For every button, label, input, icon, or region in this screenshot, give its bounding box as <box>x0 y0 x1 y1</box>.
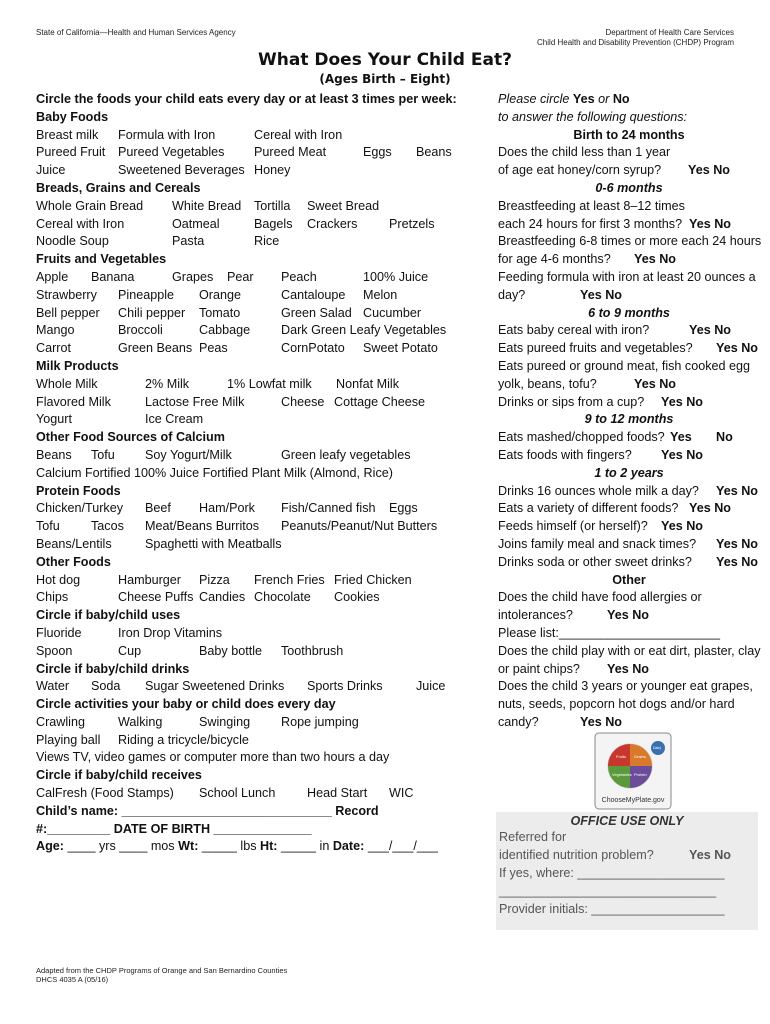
question-row: for age 4-6 months? Yes No <box>498 251 760 269</box>
food-row <box>36 162 476 180</box>
food-row <box>36 144 476 162</box>
section-activities: Circle activities your baby or child does every day <box>36 697 336 712</box>
food-item[interactable]: 1% Lowfat milk <box>227 376 312 391</box>
program-item[interactable]: School Lunch <box>199 786 276 801</box>
food-item[interactable]: Tacos <box>91 519 124 534</box>
food-item[interactable]: Tortilla <box>254 198 291 213</box>
food-row <box>36 411 476 429</box>
question-row: of age eat honey/corn syrup? Yes No <box>498 162 760 180</box>
section-milk: Milk Products <box>36 358 119 373</box>
question-text: Feeding formula with iron at least 20 ounces a <box>498 269 756 284</box>
food-item[interactable]: Green Salad <box>281 305 352 320</box>
food-item[interactable]: Strawberry <box>36 287 97 302</box>
food-item[interactable]: Pureed Vegetables <box>118 145 225 160</box>
food-item[interactable]: Cottage Cheese <box>334 394 426 409</box>
food-item[interactable]: Dark Green Leafy Vegetables <box>281 323 447 338</box>
questionnaire-intro-2: to answer the following questions: <box>498 109 688 124</box>
header-department-line2: Child Health and Disability Prevention (CHDP) Program <box>537 38 734 47</box>
food-item[interactable]: Chili pepper <box>118 305 186 320</box>
food-item[interactable]: Tomato <box>199 305 241 320</box>
food-item[interactable]: Mango <box>36 323 75 338</box>
question-row: candy? Yes No <box>498 714 760 732</box>
food-item[interactable]: Fluoride <box>36 625 82 640</box>
section-6-9: 6 to 9 months <box>588 305 670 320</box>
svg-text:Fruits: Fruits <box>616 754 626 759</box>
yes-no-choice[interactable]: Yes No <box>661 519 703 534</box>
food-item[interactable]: 100% Juice <box>363 269 429 284</box>
food-item[interactable]: Juice <box>36 163 66 178</box>
header-department-line1: Department of Health Care Services <box>605 28 734 37</box>
question-row: Eats pureed fruits and vegetables? Yes No <box>498 340 760 358</box>
food-row <box>36 269 476 287</box>
food-item[interactable]: Chocolate <box>254 590 311 605</box>
weight-label: Wt: <box>178 839 199 854</box>
height-field[interactable]: _____ in <box>281 839 330 854</box>
food-row <box>36 305 476 323</box>
question-text: Breastfeeding 6-8 times or more each 24 hours <box>498 234 762 249</box>
question-row: Feeds himself (or herself)? Yes No <box>498 518 760 536</box>
food-item[interactable]: Cabbage <box>199 323 251 338</box>
food-item[interactable]: Pureed Meat <box>254 145 327 160</box>
food-item[interactable]: Sports Drinks <box>307 679 383 694</box>
svg-text:Grains: Grains <box>634 754 646 759</box>
question-text: Does the child play with or eat dirt, plaster, clay <box>498 643 761 658</box>
food-item[interactable]: Yogurt <box>36 412 72 427</box>
yes-no-choice[interactable]: Yes No <box>689 216 731 231</box>
food-row <box>36 287 476 305</box>
yes-choice[interactable]: Yes <box>670 430 692 445</box>
food-item[interactable]: Beans <box>416 145 452 160</box>
instruction: Circle the foods your child eats every day or at least 3 times per week: <box>36 92 457 106</box>
food-item[interactable]: Apple <box>36 269 69 284</box>
food-row <box>36 625 476 643</box>
food-row <box>36 518 476 536</box>
activity-item[interactable]: Playing ball <box>36 732 101 747</box>
food-item[interactable]: Noodle Soup <box>36 234 109 249</box>
food-row <box>36 589 476 607</box>
food-item[interactable]: Sweet Potato <box>363 341 438 356</box>
food-row <box>36 785 476 803</box>
food-item[interactable]: CornPotato <box>281 341 345 356</box>
food-item[interactable]: Iron Drop Vitamins <box>118 625 223 640</box>
question-row: day? Yes No <box>498 287 760 305</box>
food-item[interactable]: Fish/Canned fish <box>281 501 376 516</box>
section-breads: Breads, Grains and Cereals <box>36 180 201 195</box>
food-item[interactable]: Crackers <box>307 216 358 231</box>
food-row <box>36 198 476 216</box>
program-item[interactable]: WIC <box>389 786 414 801</box>
myplate-icon <box>594 732 672 810</box>
date-label: Date: <box>332 839 365 854</box>
question-row: intolerances? Yes No <box>498 607 760 625</box>
age-label: Age: <box>36 839 64 854</box>
yes-no-choice[interactable]: Yes No <box>580 287 622 302</box>
food-item[interactable]: Tofu <box>91 447 115 462</box>
section-drinks: Circle if baby/child drinks <box>36 661 190 676</box>
question-row: or paint chips? Yes No <box>498 661 760 679</box>
food-row <box>36 465 476 483</box>
food-item[interactable]: Hamburger <box>118 572 181 587</box>
activity-item[interactable]: Walking <box>118 714 163 729</box>
food-item[interactable]: Cereal with Iron <box>36 216 125 231</box>
food-row <box>36 447 476 465</box>
food-item[interactable]: Cucumber <box>363 305 422 320</box>
question-row: Eats a variety of different foods? Yes No <box>498 500 760 518</box>
food-item[interactable]: Cheese <box>281 394 325 409</box>
food-item[interactable]: Chicken/Turkey <box>36 501 124 516</box>
myplate-logo <box>594 732 672 810</box>
section-0-6: 0-6 months <box>595 180 663 195</box>
question-row: Drinks or sips from a cup? Yes No <box>498 394 760 412</box>
question-text: Does the child less than 1 year <box>498 145 671 160</box>
food-row <box>36 749 476 767</box>
food-row <box>36 643 476 661</box>
food-item[interactable]: Chips <box>36 590 69 605</box>
section-birth-24: Birth to 24 months <box>573 127 685 142</box>
food-row <box>36 322 476 340</box>
food-item[interactable]: Fried Chicken <box>334 572 412 587</box>
section-protein: Protein Foods <box>36 483 121 498</box>
food-item[interactable]: Spaghetti with Meatballs <box>145 536 282 551</box>
yes-no-choice[interactable]: Yes No <box>634 376 676 391</box>
food-item[interactable]: Peas <box>199 341 228 356</box>
food-row <box>36 714 476 732</box>
food-item[interactable]: Cantaloupe <box>281 287 346 302</box>
food-row <box>36 127 476 145</box>
food-item[interactable]: White Bread <box>172 198 242 213</box>
food-checklist <box>36 91 476 856</box>
activity-item[interactable]: Rope jumping <box>281 714 359 729</box>
no-choice[interactable]: No <box>716 430 733 445</box>
food-item[interactable]: Juice <box>416 679 446 694</box>
yes-no-choice[interactable]: Yes No <box>688 163 730 178</box>
weight-field[interactable]: _____ lbs <box>201 839 257 854</box>
food-row <box>36 394 476 412</box>
food-item[interactable]: Flavored Milk <box>36 394 111 409</box>
food-item[interactable]: Hot dog <box>36 572 81 587</box>
food-item[interactable]: Green leafy vegetables <box>281 447 411 462</box>
yes-no-choice[interactable]: Yes No <box>689 501 731 516</box>
food-item[interactable]: Rice <box>254 234 280 249</box>
referred-where-field-2[interactable]: _______________________________ <box>499 884 717 898</box>
food-item[interactable]: Pineapple <box>118 287 175 302</box>
section-other-foods: Other Foods <box>36 554 111 569</box>
food-item[interactable]: Sugar Sweetened Drinks <box>145 679 285 694</box>
food-item[interactable]: Carrot <box>36 341 71 356</box>
food-item[interactable]: Eggs <box>363 145 392 160</box>
food-row <box>36 216 476 234</box>
food-item[interactable]: Green Beans <box>118 341 193 356</box>
food-item[interactable]: Sweetened Beverages <box>118 163 245 178</box>
yes-no-choice[interactable]: Yes No <box>716 554 758 569</box>
food-item[interactable]: Formula with Iron <box>118 127 216 142</box>
section-other: Other <box>612 572 646 587</box>
food-item[interactable]: 2% Milk <box>145 376 190 391</box>
age-field[interactable]: ____ yrs ____ mos <box>67 839 175 854</box>
food-item[interactable]: Ice Cream <box>145 412 204 427</box>
referred-where-field[interactable]: If yes, where: _____________________ <box>499 866 725 880</box>
food-item[interactable]: Bell pepper <box>36 305 100 320</box>
question-row: Drinks soda or other sweet drinks? Yes No <box>498 554 760 572</box>
section-receives: Circle if baby/child receives <box>36 768 202 783</box>
page-subtitle: (Ages Birth – Eight) <box>319 72 451 86</box>
food-item[interactable]: Pureed Fruit <box>36 145 106 160</box>
food-item[interactable]: Banana <box>91 269 135 284</box>
food-row <box>36 732 476 750</box>
section-9-12: 9 to 12 months <box>584 412 674 427</box>
food-row <box>36 500 476 518</box>
yes-no-choice[interactable]: Yes No <box>716 483 758 498</box>
questionnaire-intro: Please circle Yes or No <box>498 92 630 106</box>
yes-no-choice[interactable]: Yes No <box>689 323 731 338</box>
food-item[interactable]: Cheese Puffs <box>118 590 194 605</box>
date-field[interactable]: ___/___/___ <box>367 839 438 854</box>
program-item[interactable]: Head Start <box>307 786 368 801</box>
food-item[interactable]: Spoon <box>36 643 73 658</box>
food-item[interactable]: Broccoli <box>118 323 163 338</box>
child-name-field[interactable]: Child’s name: ______________________________ Record <box>36 803 379 818</box>
footer-source: Adapted from the CHDP Programs of Orange and San Bernardino Counties <box>36 966 288 975</box>
provider-initials-field[interactable]: Provider initials: ___________________ <box>499 902 725 916</box>
food-item[interactable]: Beans <box>36 447 72 462</box>
question-row: Joins family meal and snack times? Yes No <box>498 536 760 554</box>
food-item[interactable]: Pretzels <box>389 216 435 231</box>
food-item[interactable]: Beans/Lentils <box>36 536 112 551</box>
yes-no-choice[interactable]: Yes No <box>661 447 703 462</box>
question-row: Eats mashed/chopped foods? Yes No <box>498 429 760 447</box>
referred-label: Referred for <box>499 830 567 844</box>
yes-no-choice[interactable]: Yes No <box>607 608 649 623</box>
food-item[interactable]: Soy Yogurt/Milk <box>145 447 232 462</box>
food-item[interactable]: Sweet Bread <box>307 198 380 213</box>
question-text: nuts, seeds, popcorn hot dogs and/or hard <box>498 697 735 712</box>
food-item[interactable]: Whole Milk <box>36 376 98 391</box>
activity-item[interactable]: Swinging <box>199 714 251 729</box>
food-item[interactable]: Whole Grain Bread <box>36 198 144 213</box>
activity-item[interactable]: Views TV, video games or computer more than two hours a day <box>36 750 390 765</box>
activity-item[interactable]: Crawling <box>36 714 85 729</box>
age-weight-height-date-fields[interactable] <box>36 838 476 856</box>
questionnaire <box>498 91 760 732</box>
question-text: Eats pureed or ground meat, fish cooked egg <box>498 358 751 373</box>
program-item[interactable]: CalFresh (Food Stamps) <box>36 786 174 801</box>
food-row <box>36 536 476 554</box>
food-item[interactable]: Pear <box>227 269 254 284</box>
food-item[interactable]: Oatmeal <box>172 216 220 231</box>
question-text: Does the child 3 years or younger eat grapes, <box>498 679 753 694</box>
food-item[interactable]: Nonfat Milk <box>336 376 399 391</box>
svg-text:Protein: Protein <box>634 772 647 777</box>
food-item[interactable]: Candies <box>199 590 246 605</box>
food-item[interactable]: French Fries <box>254 572 325 587</box>
food-item[interactable]: Meat/Beans Burritos <box>145 519 260 534</box>
footer <box>36 966 287 984</box>
food-item[interactable]: Beef <box>145 501 171 516</box>
question-row: each 24 hours for first 3 months? Yes No <box>498 216 760 234</box>
header-department <box>537 28 734 48</box>
food-item[interactable]: Pizza <box>199 572 230 587</box>
food-row <box>36 376 476 394</box>
food-row <box>36 340 476 358</box>
section-fruits-vegetables: Fruits and Vegetables <box>36 252 167 267</box>
header-agency: State of California—Health and Human Services Agency <box>36 28 236 37</box>
food-row <box>36 678 476 696</box>
food-item[interactable]: Pasta <box>172 234 205 249</box>
food-item[interactable]: Tofu <box>36 519 60 534</box>
section-1-2: 1 to 2 years <box>594 465 664 480</box>
food-item[interactable]: Honey <box>254 163 291 178</box>
yes-no-choice[interactable]: Yes No <box>661 394 703 409</box>
referred-question: identified nutrition problem? Yes No <box>499 848 731 862</box>
question-row: Eats baby cereal with iron? Yes No <box>498 322 760 340</box>
question-text: Does the child have food allergies or <box>498 590 702 605</box>
page-title: What Does Your Child Eat? <box>258 50 512 70</box>
question-text: Breastfeeding at least 8–12 times <box>498 198 685 213</box>
food-item[interactable]: Ham/Pork <box>199 501 255 516</box>
yes-no-choice[interactable]: Yes No <box>607 661 649 676</box>
question-row: Drinks 16 ounces whole milk a day? Yes No <box>498 483 760 501</box>
office-use-title: OFFICE USE ONLY <box>570 814 684 828</box>
section-uses: Circle if baby/child uses <box>36 608 181 623</box>
section-calcium: Other Food Sources of Calcium <box>36 430 225 445</box>
food-row <box>36 233 476 251</box>
food-item[interactable]: Lactose Free Milk <box>145 394 245 409</box>
food-item[interactable]: Cereal with Iron <box>254 127 343 142</box>
food-item[interactable]: Breast milk <box>36 127 99 142</box>
food-item[interactable]: Bagels <box>254 216 293 231</box>
yes-no-choice[interactable]: Yes No <box>716 536 758 551</box>
yes-no-choice[interactable]: Yes No <box>716 341 758 356</box>
yes-no-choice[interactable]: Yes No <box>689 848 731 862</box>
allergy-list-field[interactable]: Please list:_______________________ <box>498 625 720 640</box>
food-item[interactable]: Cup <box>118 643 142 658</box>
svg-text:Dairy: Dairy <box>653 746 662 750</box>
food-item[interactable]: Peach <box>281 269 317 284</box>
food-item[interactable]: Eggs <box>389 501 418 516</box>
question-row: Eats foods with fingers? Yes No <box>498 447 760 465</box>
food-item[interactable]: Soda <box>91 679 121 694</box>
food-row <box>36 572 476 590</box>
yes-no-choice[interactable]: Yes No <box>634 252 676 267</box>
food-item[interactable]: Water <box>36 679 70 694</box>
food-item[interactable]: Orange <box>199 287 242 302</box>
food-item[interactable]: Grapes <box>172 269 214 284</box>
svg-text:ChooseMyPlate.gov: ChooseMyPlate.gov <box>601 797 665 804</box>
food-item[interactable]: Peanuts/Peanut/Nut Butters <box>281 519 438 534</box>
form-number: DHCS 4035 A (05/16) <box>36 975 109 984</box>
food-item[interactable]: Toothbrush <box>281 643 344 658</box>
record-dob-field[interactable]: #:_________ DATE OF BIRTH ______________ <box>36 821 312 836</box>
office-use-box <box>496 812 758 930</box>
yes-no-choice[interactable]: Yes No <box>580 714 622 729</box>
food-item[interactable]: Cookies <box>334 590 380 605</box>
food-item[interactable]: Calcium Fortified 100% Juice Fortified Plant Milk (Almond, Rice) <box>36 465 393 480</box>
question-row: yolk, beans, tofu? Yes No <box>498 376 760 394</box>
activity-item[interactable]: Riding a tricycle/bicycle <box>118 732 249 747</box>
svg-text:Vegetables: Vegetables <box>612 772 632 777</box>
section-baby-foods: Baby Foods <box>36 109 109 124</box>
food-item[interactable]: Melon <box>363 287 398 302</box>
food-item[interactable]: Baby bottle <box>199 643 263 658</box>
height-label: Ht: <box>260 839 278 854</box>
